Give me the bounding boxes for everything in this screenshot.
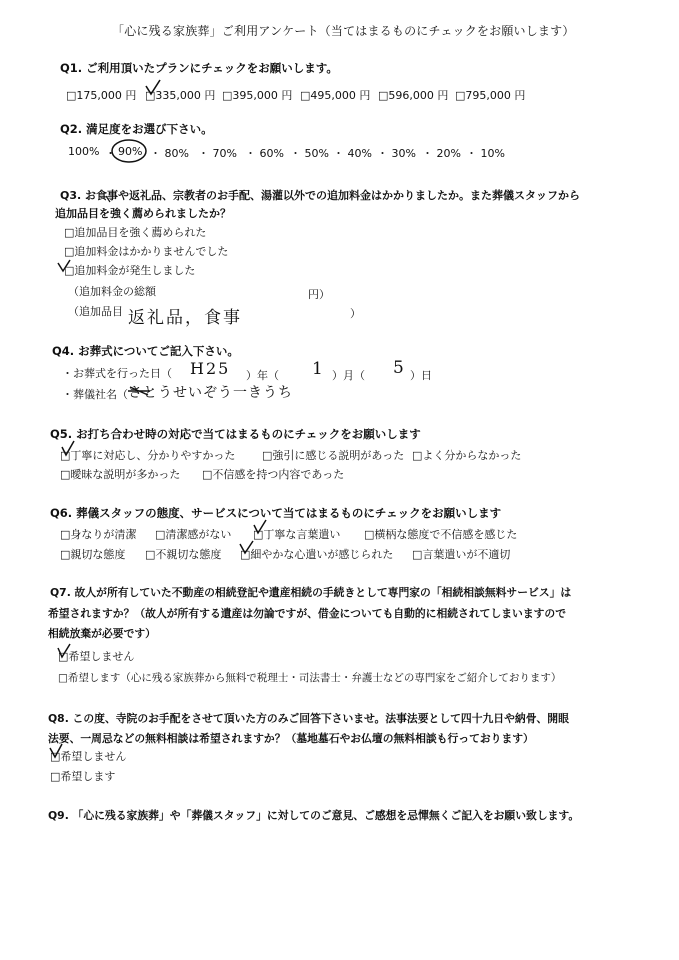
q3-question-line1: Q3. お食事や返礼品、宗教者のお手配、湯灌以外での追加料金はかかりましたか。また葬儀スタッフから: [60, 189, 581, 202]
q6-option-unkind[interactable]: □不親切な態度: [145, 548, 222, 561]
q6-option-rude-speech[interactable]: □言葉遣いが不適切: [412, 548, 511, 561]
q3-total-label: （追加料金の総額: [68, 285, 156, 298]
q2-option-90[interactable]: 90%: [118, 145, 143, 158]
q4-era-value[interactable]: H25: [190, 359, 231, 378]
q2-option-30[interactable]: ・ 30%: [377, 147, 416, 160]
q8-question-line2: 法要、一周忌などの無料相談は希望されますか？（墓地墓石やお仏壇の無料相談も行っております）: [48, 732, 534, 745]
q6-option-attentive[interactable]: □細やかな心遣いが感じられた: [240, 548, 394, 561]
q3-total-unit: 円）: [308, 288, 330, 301]
page-title: 「心に残る家族葬」ご利用アンケート（当てはまるものにチェックをお願いします）: [112, 24, 575, 38]
q2-option-20[interactable]: ・ 20%: [422, 147, 461, 160]
q2-option-10[interactable]: ・ 10%: [466, 147, 505, 160]
q5-option-pushy[interactable]: □強引に感じる説明があった: [262, 449, 405, 462]
q1-option-335000[interactable]: □335,000 円: [145, 89, 216, 102]
q2-option-50[interactable]: ・ 50%: [290, 147, 329, 160]
q1-option-795000[interactable]: □795,000 円: [455, 89, 526, 102]
q3-items-label: （追加品目: [68, 305, 123, 318]
q2-option-60[interactable]: ・ 60%: [245, 147, 284, 160]
q8-question-line1: Q8. この度、寺院のお手配をさせて頂いた方のみご回答下さいませ。法事法要として四十九日や納骨、開眼: [48, 712, 569, 725]
q5-option-polite[interactable]: □丁寧に対応し、分かりやすかった: [60, 449, 236, 462]
q1-option-596000[interactable]: □596,000 円: [378, 89, 449, 102]
q6-option-kind[interactable]: □親切な態度: [60, 548, 126, 561]
q3-items-handwritten[interactable]: 返礼品，食事: [128, 308, 242, 328]
q5-option-vague[interactable]: □曖昧な説明が多かった: [60, 468, 181, 481]
q3-question-line2: 追加品目を強く薦められましたか？: [55, 207, 231, 220]
q2-option-40[interactable]: ・ 40%: [333, 147, 372, 160]
q2-option-80[interactable]: ・ 80%: [150, 147, 189, 160]
q9-question: Q9. 「心に残る家族葬」や「葬儀スタッフ」に対してのご意見、ご感想を忌憚無くご記入をお願い致します。: [48, 809, 580, 822]
q7-option-yes[interactable]: □希望します（心に残る家族葬から無料で税理士・司法書士・弁護士などの専門家をご紹介しております）: [58, 672, 562, 684]
q2-option-100[interactable]: 100%: [68, 145, 100, 158]
q7-question-line3: 相続放棄が必要です）: [48, 627, 156, 640]
q3-items-close: ）: [350, 307, 361, 320]
q4-question: Q4. お葬式についてご記入下さい。: [52, 344, 239, 358]
q1-option-175000[interactable]: □175,000 円: [66, 89, 137, 102]
q2-question: Q2. 満足度をお選び下さい。: [60, 122, 213, 136]
q6-option-polite-speech[interactable]: □丁寧な言葉遣い: [253, 528, 341, 541]
q7-question-line2: 希望されますか？（故人が所有する遺産は勿論ですが、借金についても自動的に相続されてしまいますので: [48, 607, 567, 620]
q4-hall-value[interactable]: さとうせいぞう一きうち: [128, 385, 293, 401]
q7-question-line1: Q7. 故人が所有していた不動産の相続登記や遺産相続の手続きとして専門家の「相続相談無料サービス」は: [50, 586, 572, 599]
q6-option-unclean[interactable]: □清潔感がない: [155, 528, 232, 541]
q3-option-pushed[interactable]: □追加品目を強く薦められた: [64, 226, 207, 239]
q4-year-label: ）年（: [246, 369, 279, 382]
q8-option-no[interactable]: □希望しません: [50, 750, 127, 763]
q5-option-unclear[interactable]: □よく分からなかった: [412, 449, 522, 462]
q3-option-extra-charged[interactable]: □追加料金が発生しました: [64, 264, 196, 277]
q4-month-value[interactable]: 1: [312, 359, 325, 379]
q3-option-no-extra[interactable]: □追加料金はかかりませんでした: [64, 245, 229, 258]
q5-option-distrust[interactable]: □不信感を持つ内容であった: [202, 468, 345, 481]
q1-question: Q1. ご利用頂いたプランにチェックをお願いします。: [60, 61, 338, 75]
q6-question: Q6. 葬儀スタッフの態度、サービスについて当てはまるものにチェックをお願いします: [50, 506, 502, 520]
q6-option-arrogant[interactable]: □横柄な態度で不信感を感じた: [364, 528, 518, 541]
q6-option-clean[interactable]: □身なりが清潔: [60, 528, 137, 541]
q4-day-value[interactable]: 5: [393, 358, 406, 378]
q1-option-395000[interactable]: □395,000 円: [222, 89, 293, 102]
q7-option-no[interactable]: □希望しません: [58, 650, 135, 663]
q4-month-label: ）月（: [332, 369, 365, 382]
q2-option-70[interactable]: ・ 70%: [198, 147, 237, 160]
q8-option-yes[interactable]: □希望します: [50, 770, 116, 783]
q4-hall-label: ・葬儀社名（: [62, 388, 128, 401]
q4-date-label: ・お葬式を行った日（: [62, 367, 172, 380]
q4-day-label: ）日: [410, 369, 432, 382]
q1-option-495000[interactable]: □495,000 円: [300, 89, 371, 102]
q5-question: Q5. お打ち合わせ時の対応で当てはまるものにチェックをお願いします: [50, 427, 421, 441]
q2-separator: ・: [105, 147, 116, 160]
